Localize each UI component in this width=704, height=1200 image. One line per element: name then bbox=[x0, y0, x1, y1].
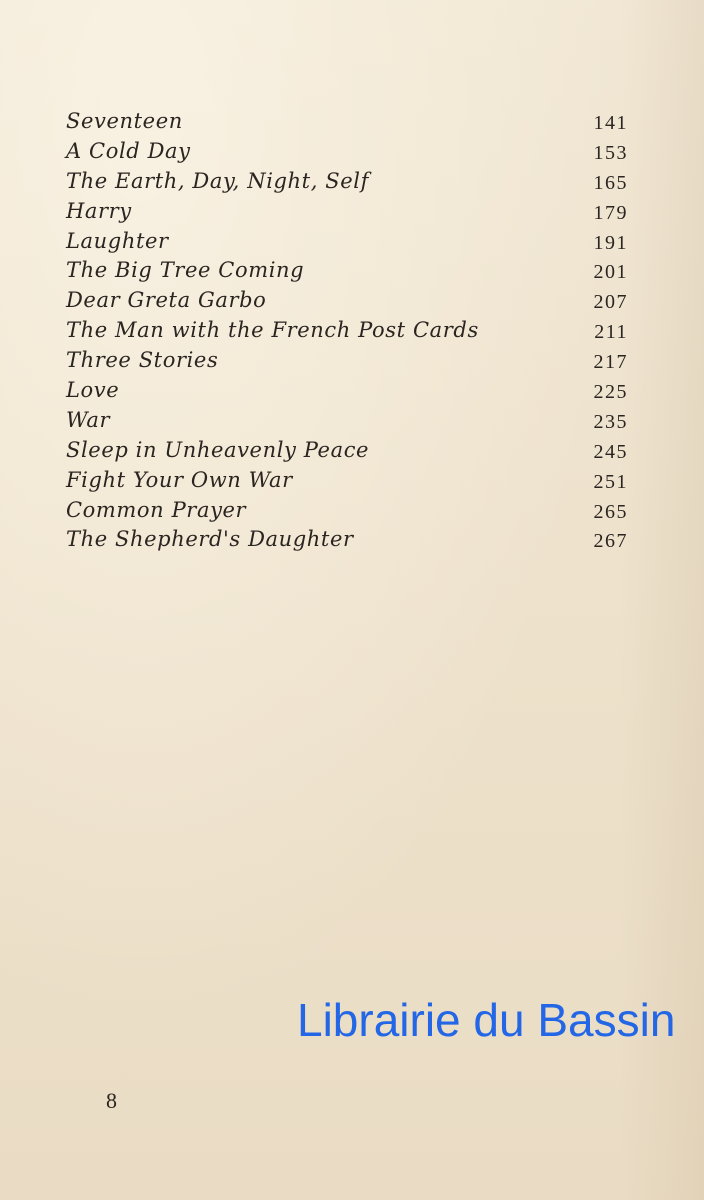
toc-entry bbox=[66, 256, 628, 286]
toc-entry-page: 225 bbox=[593, 381, 628, 404]
toc-entry bbox=[66, 137, 628, 167]
toc-entry bbox=[66, 525, 628, 555]
toc-entry-page: 153 bbox=[593, 141, 628, 164]
toc-entry bbox=[66, 167, 628, 197]
toc-entry-title: Harry bbox=[66, 198, 132, 223]
toc-entry-title: A Cold Day bbox=[66, 138, 191, 163]
toc-entry-title: War bbox=[66, 407, 111, 432]
toc-entry bbox=[66, 286, 628, 316]
toc-entry-title: Laughter bbox=[66, 228, 169, 253]
table-of-contents bbox=[66, 107, 628, 555]
toc-entry-title: The Earth, Day, Night, Self bbox=[66, 168, 369, 193]
toc-entry bbox=[66, 466, 628, 496]
toc-entry-title: The Shepherd's Daughter bbox=[66, 527, 354, 552]
toc-entry-page: 251 bbox=[593, 470, 628, 493]
toc-entry-title: Love bbox=[66, 378, 120, 403]
toc-entry-page: 179 bbox=[593, 201, 628, 224]
toc-entry-page: 265 bbox=[593, 500, 628, 523]
toc-entry-title: Seventeen bbox=[66, 109, 183, 133]
toc-entry-page: 211 bbox=[594, 321, 628, 344]
toc-entry bbox=[66, 227, 628, 257]
toc-entry-title: Fight Your Own War bbox=[66, 467, 293, 492]
toc-entry-title: The Big Tree Coming bbox=[66, 258, 305, 283]
toc-entry bbox=[66, 346, 628, 376]
toc-entry bbox=[66, 197, 628, 227]
toc-entry-page: 191 bbox=[593, 231, 628, 254]
toc-entry-title: Common Prayer bbox=[66, 497, 247, 522]
toc-entry bbox=[66, 107, 628, 137]
toc-entry-page: 141 bbox=[593, 112, 628, 134]
toc-entry bbox=[66, 496, 628, 526]
toc-entry-page: 235 bbox=[593, 410, 628, 433]
toc-entry bbox=[66, 406, 628, 436]
toc-entry-page: 207 bbox=[593, 291, 628, 314]
toc-entry-page: 217 bbox=[593, 351, 628, 374]
toc-entry bbox=[66, 316, 628, 346]
toc-entry-title: Sleep in Unheavenly Peace bbox=[66, 437, 370, 462]
toc-entry bbox=[66, 436, 628, 466]
toc-entry-title: The Man with the French Post Cards bbox=[66, 318, 479, 343]
toc-entry-page: 267 bbox=[593, 530, 628, 553]
toc-entry-page: 245 bbox=[593, 440, 628, 463]
toc-entry-title: Dear Greta Garbo bbox=[66, 288, 267, 313]
toc-entry-title: Three Stories bbox=[66, 348, 219, 373]
page-number: 8 bbox=[106, 1088, 117, 1113]
toc-entry bbox=[66, 376, 628, 406]
seller-watermark: Librairie du Bassin bbox=[297, 994, 676, 1046]
toc-entry-page: 165 bbox=[593, 171, 628, 194]
toc-entry-page: 201 bbox=[593, 261, 628, 284]
